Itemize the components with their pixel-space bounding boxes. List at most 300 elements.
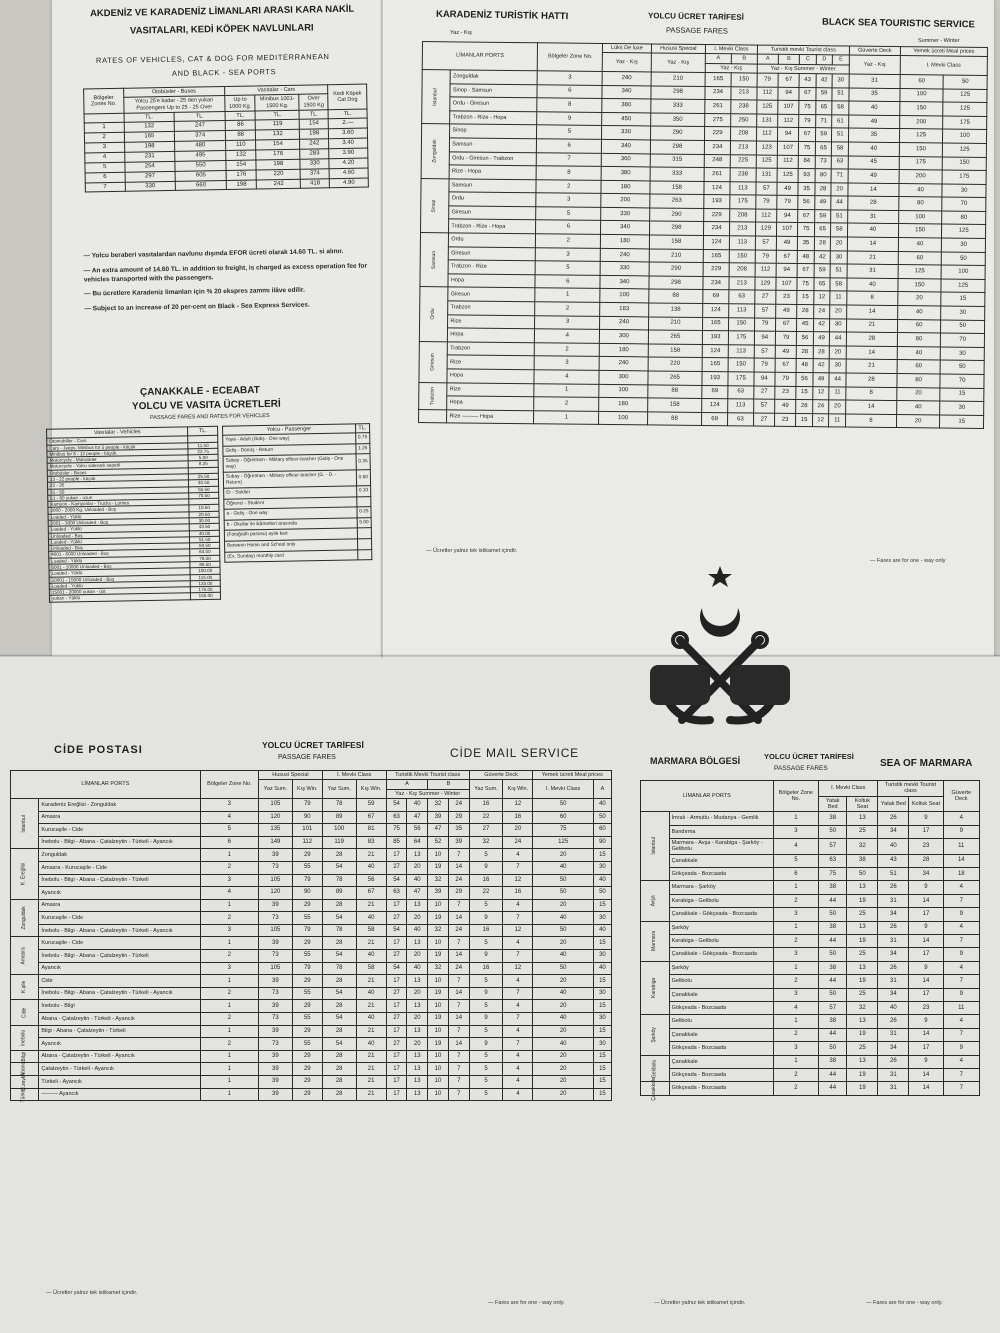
- fare-cell: 4: [535, 329, 600, 343]
- fare-cell: 17: [386, 1000, 407, 1013]
- fare-cell: 2: [773, 1068, 819, 1081]
- fare-cell: 79: [757, 73, 778, 87]
- fare-cell: 75: [799, 101, 816, 115]
- fare-cell: 40: [899, 183, 943, 197]
- fare-cell: 23: [774, 413, 795, 427]
- fare-cell: 34: [878, 988, 909, 1001]
- destination-port: Samsun: [449, 179, 536, 194]
- fare-cell: 50: [940, 360, 984, 374]
- fare-cell: 40: [593, 924, 611, 937]
- destination-port: Zonguldak: [450, 70, 537, 85]
- fare-cell: 210: [648, 317, 703, 331]
- fare-cell: 14: [848, 183, 899, 197]
- fare-cell: 20: [533, 1076, 593, 1089]
- fare-cell: 165: [702, 358, 728, 372]
- fare-cell: 21: [356, 937, 386, 950]
- fare-cell: 29: [448, 887, 469, 900]
- fare-cell: 24: [448, 924, 469, 937]
- fare-cell: 100: [599, 384, 648, 398]
- header-first-class: I. Mevki Class: [819, 781, 878, 797]
- fare-cell: 57: [754, 304, 775, 318]
- fare-cell: 9: [469, 950, 503, 963]
- fare-cell: 3: [773, 988, 819, 1001]
- destination-port: Karabiga - Gelibolu: [669, 894, 773, 907]
- vehicle-price: 100.00: [190, 568, 220, 575]
- fare-cell: 57: [753, 399, 774, 413]
- origin-port-label: [11, 1025, 39, 1050]
- fare-cell: 4: [503, 899, 533, 912]
- table-cell: 86: [225, 120, 255, 130]
- fare-cell: 150: [729, 249, 755, 263]
- fare-cell: 3: [200, 924, 258, 937]
- fare-cell: 2: [200, 1038, 258, 1051]
- fare-cell: 7: [448, 1025, 469, 1038]
- fare-cell: 200: [899, 115, 943, 129]
- fare-cell: 298: [649, 276, 704, 290]
- fare-cell: 34: [878, 908, 909, 921]
- fare-cell: 44: [819, 894, 847, 907]
- origin-port-text: Marmara: [650, 931, 657, 952]
- header-summer-winter: Yaz - Kış Summer - Winter: [757, 64, 849, 74]
- fare-cell: 50: [533, 887, 593, 900]
- fare-cell: 113: [728, 399, 754, 413]
- fare-cell: 40: [533, 1038, 593, 1051]
- fare-cell: 380: [602, 99, 651, 113]
- fare-cell: 39: [259, 1063, 293, 1076]
- fare-cell: 39: [428, 887, 449, 900]
- table-row: [641, 1068, 980, 1081]
- vehicle-label: 10001 - 15000 Unloaded - Boş: [49, 574, 190, 583]
- fare-cell: 65: [814, 278, 831, 292]
- fare-cell: 38: [819, 1015, 847, 1028]
- fare-cell: 150: [899, 142, 943, 156]
- fare-cell: 49: [849, 115, 900, 129]
- fare-cell: 31: [878, 1028, 909, 1041]
- vehicle-label: 2001 - 3000 Unloaded - Boş: [48, 518, 189, 527]
- fare-cell: 63: [832, 155, 849, 169]
- destination-port: Samsun: [450, 138, 537, 153]
- fare-cell: 40: [897, 306, 941, 320]
- fare-cell: 39: [259, 849, 293, 862]
- fare-cell: 30: [831, 250, 848, 264]
- fare-cell: 213: [729, 222, 755, 236]
- fare-cell: 13: [407, 1076, 428, 1089]
- fare-cell: 31: [849, 74, 900, 88]
- destination-port: Abana - Çatalzeytin - Türkeli - Ayancık: [39, 1013, 200, 1026]
- fold-line-vertical: [381, 0, 383, 658]
- passenger-price: 1.25: [355, 443, 370, 454]
- fare-cell: 31: [848, 210, 899, 224]
- vehicle-price: 55.50: [189, 486, 219, 493]
- passenger-price: 0.25: [357, 507, 372, 518]
- destination-port: Amasra: [39, 899, 200, 912]
- fare-cell: 100: [600, 289, 649, 303]
- origin-port-text: İstanbul: [650, 837, 657, 856]
- fare-cell: 234: [704, 140, 730, 154]
- vehicle-price: 22.75: [188, 448, 218, 455]
- table-row: [11, 849, 612, 862]
- fare-cell: 28: [814, 237, 831, 251]
- fare-cell: 12: [503, 924, 533, 937]
- fare-cell: 20: [533, 849, 593, 862]
- fare-cell: 67: [775, 359, 796, 373]
- destination-port: Karadeniz Ereğlisi - Zonguldak: [39, 798, 200, 811]
- fare-cell: 9: [537, 111, 602, 125]
- fare-cell: 57: [756, 182, 777, 196]
- fare-cell: 107: [776, 277, 797, 291]
- marmara-title-tr: MARMARA BÖLGESİ: [650, 756, 741, 766]
- fare-cell: 4: [943, 881, 979, 894]
- fare-cell: 340: [601, 221, 650, 235]
- header-tourist-a: A: [757, 54, 778, 64]
- fare-cell: 49: [775, 345, 796, 359]
- fare-cell: 150: [898, 224, 942, 238]
- destination-port: Gökçeada - Bozcaada: [669, 1068, 773, 1081]
- origin-port-text: Ç.zeytin: [20, 1072, 27, 1091]
- fare-cell: 125: [757, 100, 778, 114]
- fare-cell: 15: [593, 1076, 611, 1089]
- fare-cell: 73: [259, 861, 293, 874]
- fare-cell: 300: [600, 330, 649, 344]
- fare-cell: 54: [322, 950, 356, 963]
- origin-port-text: Cide: [20, 1007, 27, 1018]
- fare-cell: 9: [909, 1055, 943, 1068]
- fare-cell: 54: [386, 874, 407, 887]
- fare-cell: 112: [755, 263, 776, 277]
- table-row: [11, 975, 612, 988]
- table-cell: 480: [175, 141, 226, 152]
- fare-cell: 90: [593, 836, 611, 849]
- header-cat-dog: Kedi Köpek Cat Dog: [328, 84, 367, 110]
- fare-cell: 16: [469, 924, 503, 937]
- fare-cell: 208: [730, 209, 756, 223]
- origin-port-text: Gelibolu: [650, 1059, 657, 1078]
- table-row: [11, 836, 612, 849]
- fare-cell: 67: [775, 318, 796, 332]
- fare-cell: 19: [428, 950, 449, 963]
- fare-cell: 94: [778, 87, 799, 101]
- akdeniz-subtitle-2: AND BLACK - SEA PORTS: [171, 67, 277, 78]
- fare-cell: 81: [356, 824, 386, 837]
- fare-cell: 14: [847, 237, 898, 251]
- fare-cell: 40: [407, 924, 428, 937]
- fare-cell: 17: [909, 825, 943, 838]
- vehicle-price: 133.00: [191, 580, 221, 587]
- passenger-price: 0.60: [356, 470, 371, 486]
- fare-cell: 124: [702, 344, 728, 358]
- fare-cell: 28: [846, 373, 897, 387]
- fare-cell: 56: [796, 372, 813, 386]
- table-row: [641, 1001, 980, 1014]
- fare-cell: 38: [847, 854, 878, 867]
- fare-cell: 10: [428, 1088, 449, 1101]
- table-row: [641, 921, 980, 934]
- fare-cell: 10: [428, 1076, 449, 1089]
- fare-cell: 20: [533, 1025, 593, 1038]
- fare-cell: 44: [819, 935, 847, 948]
- table-row: [11, 1050, 612, 1063]
- origin-port-text: K. Ereğlisi: [20, 862, 27, 886]
- fare-cell: 44: [819, 1068, 847, 1081]
- fare-cell: 380: [601, 167, 650, 181]
- fare-cell: 158: [647, 398, 702, 412]
- fare-cell: 21: [356, 1063, 386, 1076]
- destination-port: Marmara - Şarköy: [669, 881, 773, 894]
- table-cell: 2.—: [328, 118, 367, 129]
- fare-cell: 9: [909, 1015, 943, 1028]
- fare-cell: 2: [200, 861, 258, 874]
- fare-cell: 34: [878, 825, 909, 838]
- table-cell: 374: [300, 168, 329, 178]
- table-row: [641, 908, 980, 921]
- table-row: [11, 1088, 612, 1101]
- fare-cell: 59: [814, 210, 831, 224]
- fare-cell: 31: [878, 894, 909, 907]
- fare-cell: 20: [830, 305, 847, 319]
- fare-cell: 29: [292, 1050, 322, 1063]
- table-row: [641, 1082, 980, 1095]
- fare-cell: 2: [200, 987, 258, 1000]
- fare-cell: 50: [593, 887, 611, 900]
- destination-port: Amasra - Kurucaşile - Cide: [39, 861, 200, 874]
- fare-cell: 57: [819, 1001, 847, 1014]
- origin-port-text: Trabzon: [429, 386, 436, 405]
- fare-cell: 14: [909, 1082, 943, 1095]
- table-row: [11, 861, 612, 874]
- fare-cell: 40: [898, 238, 942, 252]
- header-bus-passengers: Yolcu 25'e kadar - 25 den yukarı Passengers Up to 25 - 25 Over: [123, 96, 225, 113]
- fare-cell: 27: [755, 290, 776, 304]
- destination-port: ——— Ayancık: [39, 1088, 200, 1101]
- unit-label: TL.: [328, 109, 367, 119]
- fare-cell: 67: [799, 128, 816, 142]
- fare-cell: 57: [754, 345, 775, 359]
- fare-cell: 12: [814, 291, 831, 305]
- vehicle-price: 11.50: [188, 442, 218, 449]
- vehicle-label: yukarı - Yüklü: [49, 593, 190, 602]
- fare-cell: 50: [819, 825, 847, 838]
- destination-port: Çanakkale: [669, 854, 773, 867]
- vehicle-price: 86.50: [190, 561, 220, 568]
- fare-cell: 16: [469, 874, 503, 887]
- akdeniz-rates-table: [83, 84, 369, 193]
- fare-cell: 67: [778, 73, 799, 87]
- fare-cell: 15: [593, 1088, 611, 1101]
- fare-cell: 4: [943, 961, 979, 974]
- fare-cell: 9: [469, 987, 503, 1000]
- fare-cell: 275: [705, 113, 731, 127]
- fare-cell: 28: [322, 1076, 356, 1089]
- table-cell: 330: [125, 181, 176, 192]
- fare-cell: 30: [593, 861, 611, 874]
- header-tourist-e: E: [833, 55, 850, 64]
- fare-cell: 40: [878, 1001, 909, 1014]
- fare-cell: 78: [322, 874, 356, 887]
- fare-cell: 70: [942, 197, 986, 211]
- fare-cell: 55: [292, 1013, 322, 1026]
- fare-cell: 54: [386, 924, 407, 937]
- fare-cell: 94: [776, 264, 797, 278]
- fare-cell: 100: [900, 88, 944, 102]
- header-bed: Yatak Bed: [819, 796, 847, 812]
- fare-cell: 42: [816, 74, 833, 88]
- destination-port: Kurucaşile - Cide: [39, 937, 200, 950]
- destination-port: Giresun: [449, 206, 536, 221]
- fare-cell: 2: [773, 894, 819, 907]
- destination-port: Çanakkale - Gökçeada - Bozcaada: [669, 948, 773, 961]
- origin-port-text: Zonguldak: [20, 906, 27, 930]
- header-passenger: Yolcu - Passenger: [223, 424, 356, 436]
- fare-cell: 20: [533, 1088, 593, 1101]
- header-season: Yaz - Kış: [602, 53, 651, 72]
- fare-cell: 20: [831, 237, 848, 251]
- fare-cell: 40: [356, 987, 386, 1000]
- header-season: Yaz - Kış: [705, 63, 757, 73]
- fare-cell: 59: [816, 87, 833, 101]
- fare-cell: 17: [386, 1050, 407, 1063]
- fare-cell: 39: [259, 975, 293, 988]
- table-cell: 374: [175, 131, 226, 142]
- fare-cell: 4: [503, 1088, 533, 1101]
- fare-cell: 30: [593, 1038, 611, 1051]
- fare-cell: 5: [537, 125, 602, 139]
- fare-cell: 19: [847, 975, 878, 988]
- destination-port: Rize - Hopa: [449, 165, 536, 180]
- vehicle-price: 40.50: [189, 480, 219, 487]
- header-deck: Güverte Deck: [469, 771, 533, 780]
- fare-cell: 290: [649, 208, 704, 222]
- destination-port: Giresun: [448, 287, 535, 302]
- fare-cell: 17: [386, 849, 407, 862]
- fare-cell: 14: [448, 1038, 469, 1051]
- fare-cell: 7: [537, 152, 602, 166]
- fare-cell: 38: [819, 1055, 847, 1068]
- fare-cell: 39: [259, 1088, 293, 1101]
- fare-cell: 31: [878, 1068, 909, 1081]
- fare-cell: 330: [600, 262, 649, 276]
- fare-cell: 229: [704, 208, 730, 222]
- vehicle-label: 15001 - 20000 yukarı - üst: [49, 587, 190, 596]
- fare-cell: 69: [702, 385, 728, 399]
- fare-cell: 56: [797, 332, 814, 346]
- fare-cell: 12: [812, 413, 829, 427]
- fare-cell: 1: [200, 1088, 258, 1101]
- fare-cell: 3: [773, 908, 819, 921]
- fare-cell: 22: [469, 887, 503, 900]
- fare-cell: 5: [469, 1063, 503, 1076]
- passenger-label: Subay - Öğretmen - Military officer-teacher (G. - D. - Return): [223, 470, 356, 488]
- fare-cell: 32: [847, 1001, 878, 1014]
- fare-cell: 125: [943, 143, 987, 157]
- fare-cell: 5: [469, 1050, 503, 1063]
- origin-port-label: [11, 849, 39, 899]
- fare-cell: 6: [200, 836, 258, 849]
- fare-cell: 80: [897, 374, 941, 388]
- fare-cell: 20: [407, 861, 428, 874]
- unit-label: TL.: [255, 110, 299, 120]
- fare-cell: 1: [200, 1050, 258, 1063]
- fare-cell: 5: [200, 824, 258, 837]
- passenger-price: 0.35: [356, 454, 371, 470]
- origin-port-label: [11, 1088, 39, 1101]
- fare-cell: 10: [428, 849, 449, 862]
- fare-cell: 47: [407, 887, 428, 900]
- fare-cell: 14: [448, 912, 469, 925]
- table-cell: 247: [174, 121, 225, 132]
- fare-cell: 208: [729, 263, 755, 277]
- vehicle-price: 30.00: [190, 517, 220, 524]
- fare-cell: 175: [899, 156, 943, 170]
- table-row: [641, 961, 980, 974]
- fare-cell: 7: [943, 935, 979, 948]
- vehicle-label: Cars - Jeeps, Minibus for 5 people - küçük: [47, 442, 188, 451]
- fare-cell: 333: [650, 167, 705, 181]
- fare-cell: 20: [407, 1013, 428, 1026]
- marmara-footnote-tr: — Ücretler yalnız tek istikamet içindir.: [654, 1300, 746, 1306]
- fare-cell: 94: [777, 209, 798, 223]
- fare-cell: 39: [259, 1076, 293, 1089]
- fare-cell: 22: [469, 811, 503, 824]
- fare-cell: 120: [259, 887, 293, 900]
- fare-cell: 238: [730, 168, 756, 182]
- fare-cell: 63: [727, 413, 753, 427]
- fare-cell: 14: [448, 950, 469, 963]
- fare-cell: 9: [943, 825, 979, 838]
- fare-cell: 7: [448, 899, 469, 912]
- destination-port: Gökçeada - Bozcaada: [669, 868, 773, 881]
- fare-cell: 175: [728, 331, 754, 345]
- fare-cell: 49: [775, 399, 796, 413]
- destination-port: Kurucaşile - Cide: [39, 912, 200, 925]
- fare-cell: 34: [878, 948, 909, 961]
- fare-cell: 20: [831, 183, 848, 197]
- vehicle-price: 8.25: [189, 461, 219, 468]
- fare-cell: 54: [322, 1038, 356, 1051]
- table-row: [641, 975, 980, 988]
- fare-cell: 14: [909, 894, 943, 907]
- destination-port: Marmara - Avşa - Karabiga - Şarköy - Gelibolu: [669, 839, 773, 855]
- table-cell: 220: [256, 169, 300, 180]
- fare-cell: 21: [356, 1076, 386, 1089]
- fare-cell: 29: [292, 849, 322, 862]
- fare-cell: 210: [649, 249, 704, 263]
- fare-cell: 6: [537, 139, 602, 153]
- destination-port: Karabiga - Gelibolu: [669, 935, 773, 948]
- fare-cell: 27: [386, 912, 407, 925]
- fare-cell: 79: [756, 195, 777, 209]
- fare-cell: 40: [878, 839, 909, 855]
- fare-cell: 49: [848, 169, 899, 183]
- fare-cell: 125: [941, 279, 985, 293]
- marmara-fares-en: PASSAGE FARES: [774, 765, 828, 772]
- fare-cell: 180: [601, 180, 650, 194]
- destination-port: Çanakkale: [669, 1028, 773, 1041]
- fare-cell: 3: [536, 247, 601, 261]
- vehicle-label: Loaded - Yüklü: [48, 524, 189, 533]
- fare-cell: 78: [322, 924, 356, 937]
- fare-cell: 25: [847, 1042, 878, 1055]
- table-row: [11, 899, 612, 912]
- table-cell: 5: [85, 162, 125, 173]
- fare-cell: 17: [386, 937, 407, 950]
- fare-cell: 1: [535, 288, 600, 302]
- fare-cell: 15: [593, 899, 611, 912]
- fare-cell: 340: [602, 85, 651, 99]
- fare-cell: 27: [386, 861, 407, 874]
- fare-cell: 19: [847, 894, 878, 907]
- fare-cell: 35: [798, 237, 815, 251]
- fare-cell: 40: [407, 962, 428, 975]
